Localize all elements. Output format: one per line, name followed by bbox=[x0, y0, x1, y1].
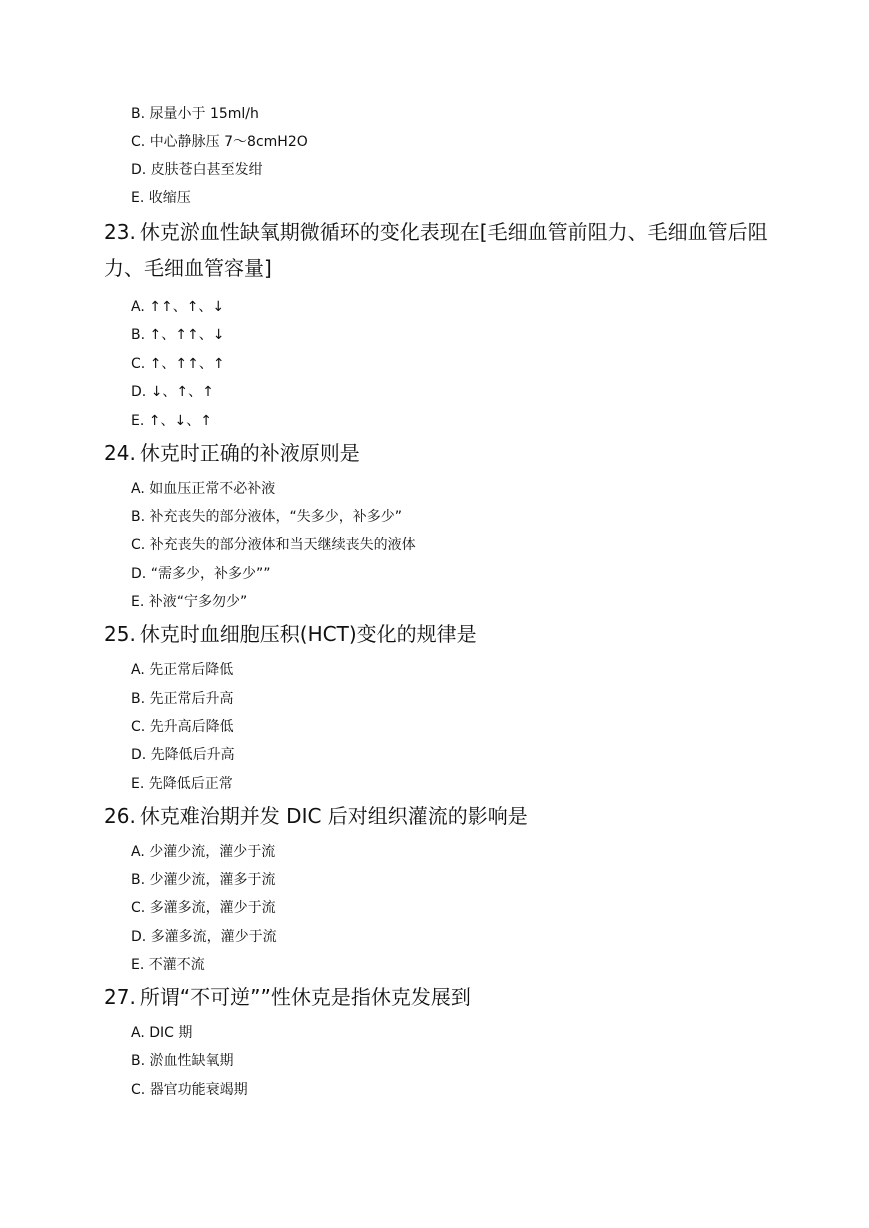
option-d: D. 先降低后升高 bbox=[131, 747, 235, 763]
option-c: C. 补充丧失的部分液体和当天继续丧失的液体 bbox=[131, 537, 416, 553]
question-27: 27. 所谓“不可逆””性休克是指休克发展到 bbox=[104, 985, 471, 1009]
option-b: B. 少灌少流，灌多于流 bbox=[131, 872, 276, 888]
option-a: A. 如血压正常不必补液 bbox=[131, 481, 276, 497]
option-d: D. 皮肤苍白甚至发绀 bbox=[131, 162, 263, 178]
option-a: A. DIC 期 bbox=[131, 1025, 193, 1041]
option-e: E. 先降低后正常 bbox=[131, 776, 233, 792]
option-c: C. 器官功能衰竭期 bbox=[131, 1082, 248, 1098]
question-23: 23. 休克淤血性缺氧期微循环的变化表现在[毛细血管前阻力、毛细血管后阻力、毛细血管容量] bbox=[104, 220, 768, 280]
option-c: C. 中心静脉压 7～8cmH2O bbox=[131, 134, 308, 150]
option-e: E. 不灌不流 bbox=[131, 957, 205, 973]
option-a: A. 先正常后降低 bbox=[131, 662, 234, 678]
option-e: E. 收缩压 bbox=[131, 190, 191, 206]
option-a: A. 少灌少流，灌少于流 bbox=[131, 844, 276, 860]
option-c: C. ↑、↑↑、↑ bbox=[131, 356, 225, 372]
question-26: 26. 休克难治期并发 DIC 后对组织灌流的影响是 bbox=[104, 804, 528, 828]
option-c: C. 先升高后降低 bbox=[131, 719, 234, 735]
option-b: B. 补充丧失的部分液体，“失多少，补多少” bbox=[131, 509, 403, 525]
option-d: D. 多灌多流，灌少于流 bbox=[131, 929, 277, 945]
option-b: B. 淤血性缺氧期 bbox=[131, 1053, 234, 1069]
question-25: 25. 休克时血细胞压积(HCT)变化的规律是 bbox=[104, 622, 477, 646]
option-e: E. ↑、↓、↑ bbox=[131, 413, 212, 429]
option-d: D. ↓、↑、↑ bbox=[131, 384, 214, 400]
option-c: C. 多灌多流，灌少于流 bbox=[131, 900, 276, 916]
option-a: A. ↑↑、↑、↓ bbox=[131, 299, 225, 315]
option-b: B. 先正常后升高 bbox=[131, 691, 234, 707]
question-24: 24. 休克时正确的补液原则是 bbox=[104, 441, 360, 465]
option-b: B. ↑、↑↑、↓ bbox=[131, 327, 225, 343]
option-b: B. 尿量小于 15ml/h bbox=[131, 106, 259, 122]
option-d: D. “需多少，补多少”” bbox=[131, 566, 271, 582]
option-e: E. 补液“宁多勿少” bbox=[131, 594, 248, 610]
